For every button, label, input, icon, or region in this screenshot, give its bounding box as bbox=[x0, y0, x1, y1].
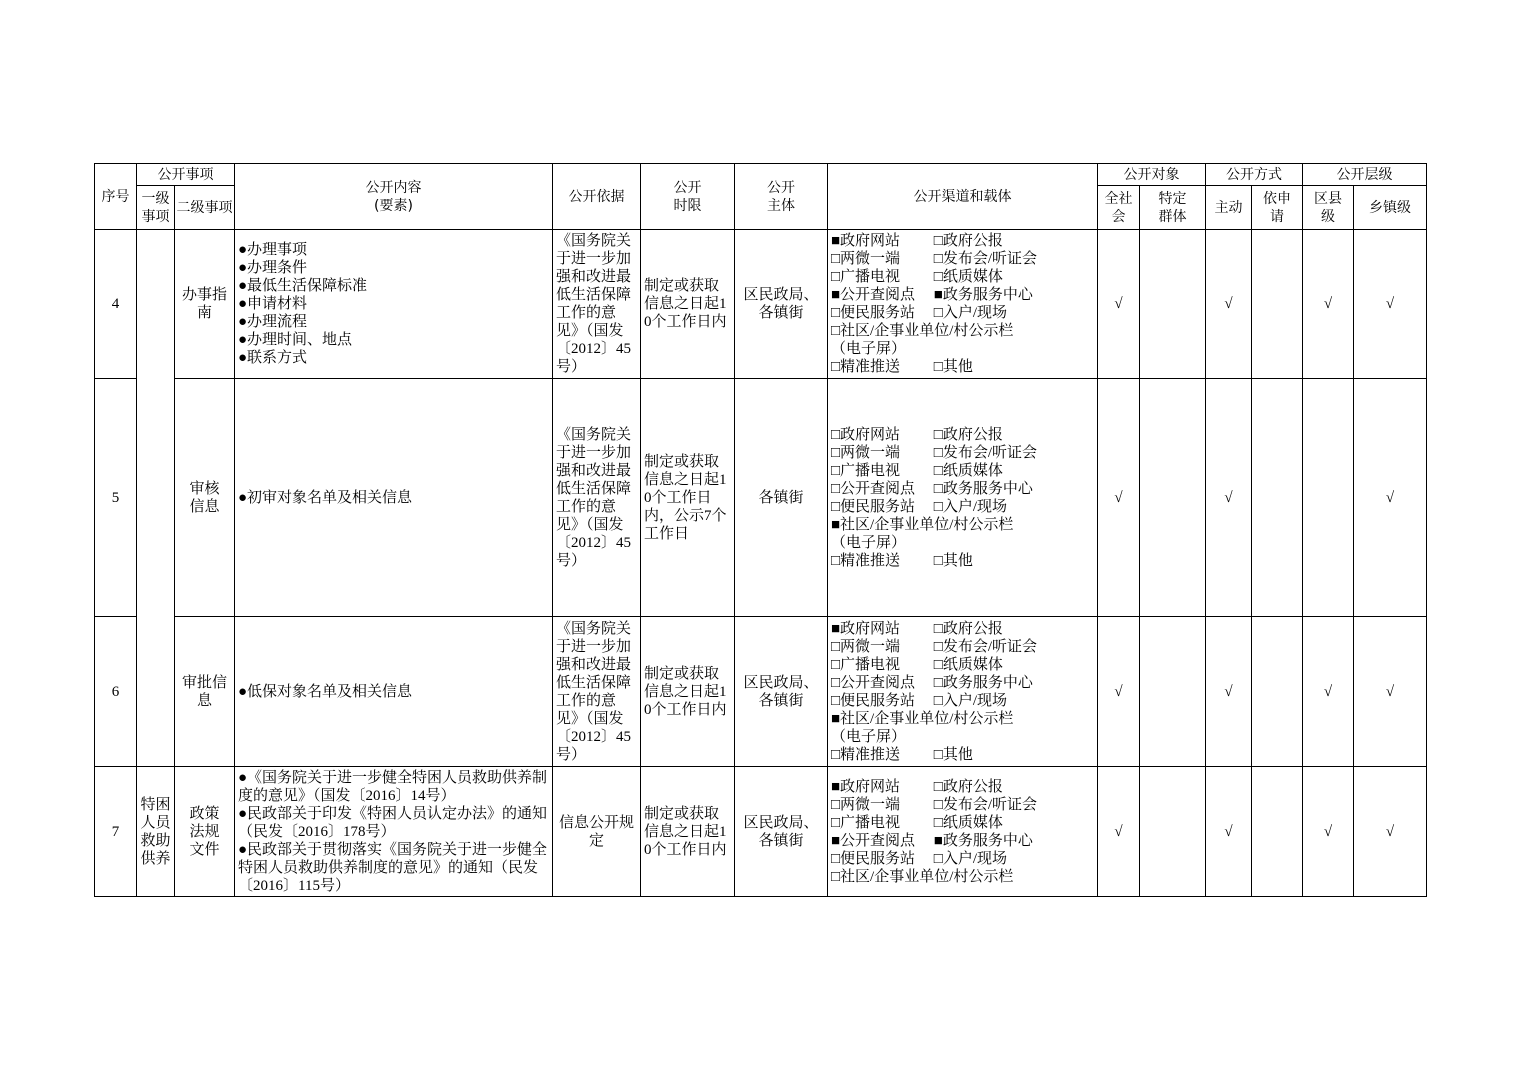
row-audience-specific bbox=[1140, 230, 1206, 379]
row-seq: 5 bbox=[95, 379, 137, 617]
table-row bbox=[95, 767, 1427, 897]
disclosure-table bbox=[94, 163, 1427, 897]
row-content: ●《国务院关于进一步健全特困人员救助供养制度的意见》（国发〔2016〕14号） ●民政部关于印发《特困人员认定办法》的通知（民发〔2016〕178号） ●民政部关于贯彻落实《国务院关于进一步健全特困人员救助供养制度的意见》的通知（民发〔2016〕115号） bbox=[235, 767, 553, 897]
header-audience-specific: 特定群体 bbox=[1140, 186, 1206, 230]
table-row bbox=[95, 230, 1427, 379]
row-basis: 《国务院关于进一步加强和改进最低生活保障工作的意见》（国发〔2012〕45号） bbox=[553, 617, 641, 767]
row-level-district: √ bbox=[1303, 230, 1354, 379]
row-level2: 审批信息 bbox=[175, 617, 235, 767]
header-subject: 公开 主体 bbox=[735, 164, 828, 230]
row-audience-specific bbox=[1140, 617, 1206, 767]
header-audience: 公开对象 bbox=[1098, 164, 1206, 186]
row-level-district: √ bbox=[1303, 767, 1354, 897]
row-level-town: √ bbox=[1354, 617, 1427, 767]
row-basis: 信息公开规定 bbox=[553, 767, 641, 897]
header-item-group: 公开事项 bbox=[137, 164, 235, 186]
header-level: 公开层级 bbox=[1303, 164, 1427, 186]
row-level2: 办事指南 bbox=[175, 230, 235, 379]
row-audience-specific bbox=[1140, 379, 1206, 617]
row-mode-active: √ bbox=[1206, 767, 1252, 897]
row-channels: □政府网站 □政府公报 □两微一端 □发布会/听证会 □广播电视 □纸质媒体 □公开查阅点 □政务服务中心 □便民服务站 □入户/现场 ■社区/企事业单位/村公示栏 （电子屏） □精准推送 □其他 bbox=[828, 379, 1098, 617]
row-mode-request bbox=[1252, 379, 1303, 617]
row-channels: ■政府网站 □政府公报 □两微一端 □发布会/听证会 □广播电视 □纸质媒体 ■公开查阅点 ■政务服务中心 □便民服务站 □入户/现场 □社区/企事业单位/村公示栏 bbox=[828, 767, 1098, 897]
row-period: 制定或获取信息之日起10个工作日内 bbox=[641, 230, 735, 379]
row-mode-active: √ bbox=[1206, 617, 1252, 767]
row-level-district bbox=[1303, 379, 1354, 617]
row-level-district: √ bbox=[1303, 617, 1354, 767]
header-basis: 公开依据 bbox=[553, 164, 641, 230]
header-mode-request: 依申请 bbox=[1252, 186, 1303, 230]
header-level1: 一级事项 bbox=[137, 186, 175, 230]
header-channels: 公开渠道和载体 bbox=[828, 164, 1098, 230]
row-subject: 各镇街 bbox=[735, 379, 828, 617]
header-audience-all: 全社会 bbox=[1098, 186, 1140, 230]
row-content: ●办理事项 ●办理条件 ●最低生活保障标准 ●申请材料 ●办理流程 ●办理时间、地点 ●联系方式 bbox=[235, 230, 553, 379]
row-level-town: √ bbox=[1354, 379, 1427, 617]
row-seq: 6 bbox=[95, 617, 137, 767]
row-level1: 特困人员救助供养 bbox=[137, 767, 175, 897]
header-content: 公开内容 (要素) bbox=[235, 164, 553, 230]
header-mode: 公开方式 bbox=[1206, 164, 1303, 186]
row-audience-all: √ bbox=[1098, 617, 1140, 767]
row-audience-all: √ bbox=[1098, 767, 1140, 897]
header-period: 公开 时限 bbox=[641, 164, 735, 230]
row-audience-all: √ bbox=[1098, 379, 1140, 617]
header-level-town: 乡镇级 bbox=[1354, 186, 1427, 230]
row-subject: 区民政局、各镇街 bbox=[735, 767, 828, 897]
row-basis: 《国务院关于进一步加强和改进最低生活保障工作的意见》（国发〔2012〕45号） bbox=[553, 230, 641, 379]
row-mode-request bbox=[1252, 230, 1303, 379]
header-mode-active: 主动 bbox=[1206, 186, 1252, 230]
row-period: 制定或获取信息之日起10个工作日内 bbox=[641, 617, 735, 767]
table-row bbox=[95, 617, 1427, 767]
row-seq: 7 bbox=[95, 767, 137, 897]
row-channels: ■政府网站 □政府公报 □两微一端 □发布会/听证会 □广播电视 □纸质媒体 ■公开查阅点 ■政务服务中心 □便民服务站 □入户/现场 □社区/企事业单位/村公示栏 （电子屏） □精准推送 □其他 bbox=[828, 230, 1098, 379]
row-seq: 4 bbox=[95, 230, 137, 379]
row-mode-request bbox=[1252, 767, 1303, 897]
table-row bbox=[95, 379, 1427, 617]
row-basis: 《国务院关于进一步加强和改进最低生活保障工作的意见》（国发〔2012〕45号） bbox=[553, 379, 641, 617]
row-content: ●低保对象名单及相关信息 bbox=[235, 617, 553, 767]
row-audience-all: √ bbox=[1098, 230, 1140, 379]
row-mode-active: √ bbox=[1206, 379, 1252, 617]
row-subject: 区民政局、各镇街 bbox=[735, 230, 828, 379]
row-period: 制定或获取信息之日起10个工作日内，公示7个工作日 bbox=[641, 379, 735, 617]
row-subject: 区民政局、各镇街 bbox=[735, 617, 828, 767]
row-mode-active: √ bbox=[1206, 230, 1252, 379]
row-content: ●初审对象名单及相关信息 bbox=[235, 379, 553, 617]
row-channels: ■政府网站 □政府公报 □两微一端 □发布会/听证会 □广播电视 □纸质媒体 □公开查阅点 □政务服务中心 □便民服务站 □入户/现场 ■社区/企事业单位/村公示栏 （电子屏） □精准推送 □其他 bbox=[828, 617, 1098, 767]
header-level2: 二级事项 bbox=[175, 186, 235, 230]
row-level2: 审核信息 bbox=[175, 379, 235, 617]
row-audience-specific bbox=[1140, 767, 1206, 897]
header-level-district: 区县级 bbox=[1303, 186, 1354, 230]
row-level-town: √ bbox=[1354, 767, 1427, 897]
row-period: 制定或获取信息之日起10个工作日内 bbox=[641, 767, 735, 897]
row-level-town: √ bbox=[1354, 230, 1427, 379]
row-level1 bbox=[137, 230, 175, 767]
header-seq: 序号 bbox=[95, 164, 137, 230]
row-level2: 政策法规文件 bbox=[175, 767, 235, 897]
row-mode-request bbox=[1252, 617, 1303, 767]
